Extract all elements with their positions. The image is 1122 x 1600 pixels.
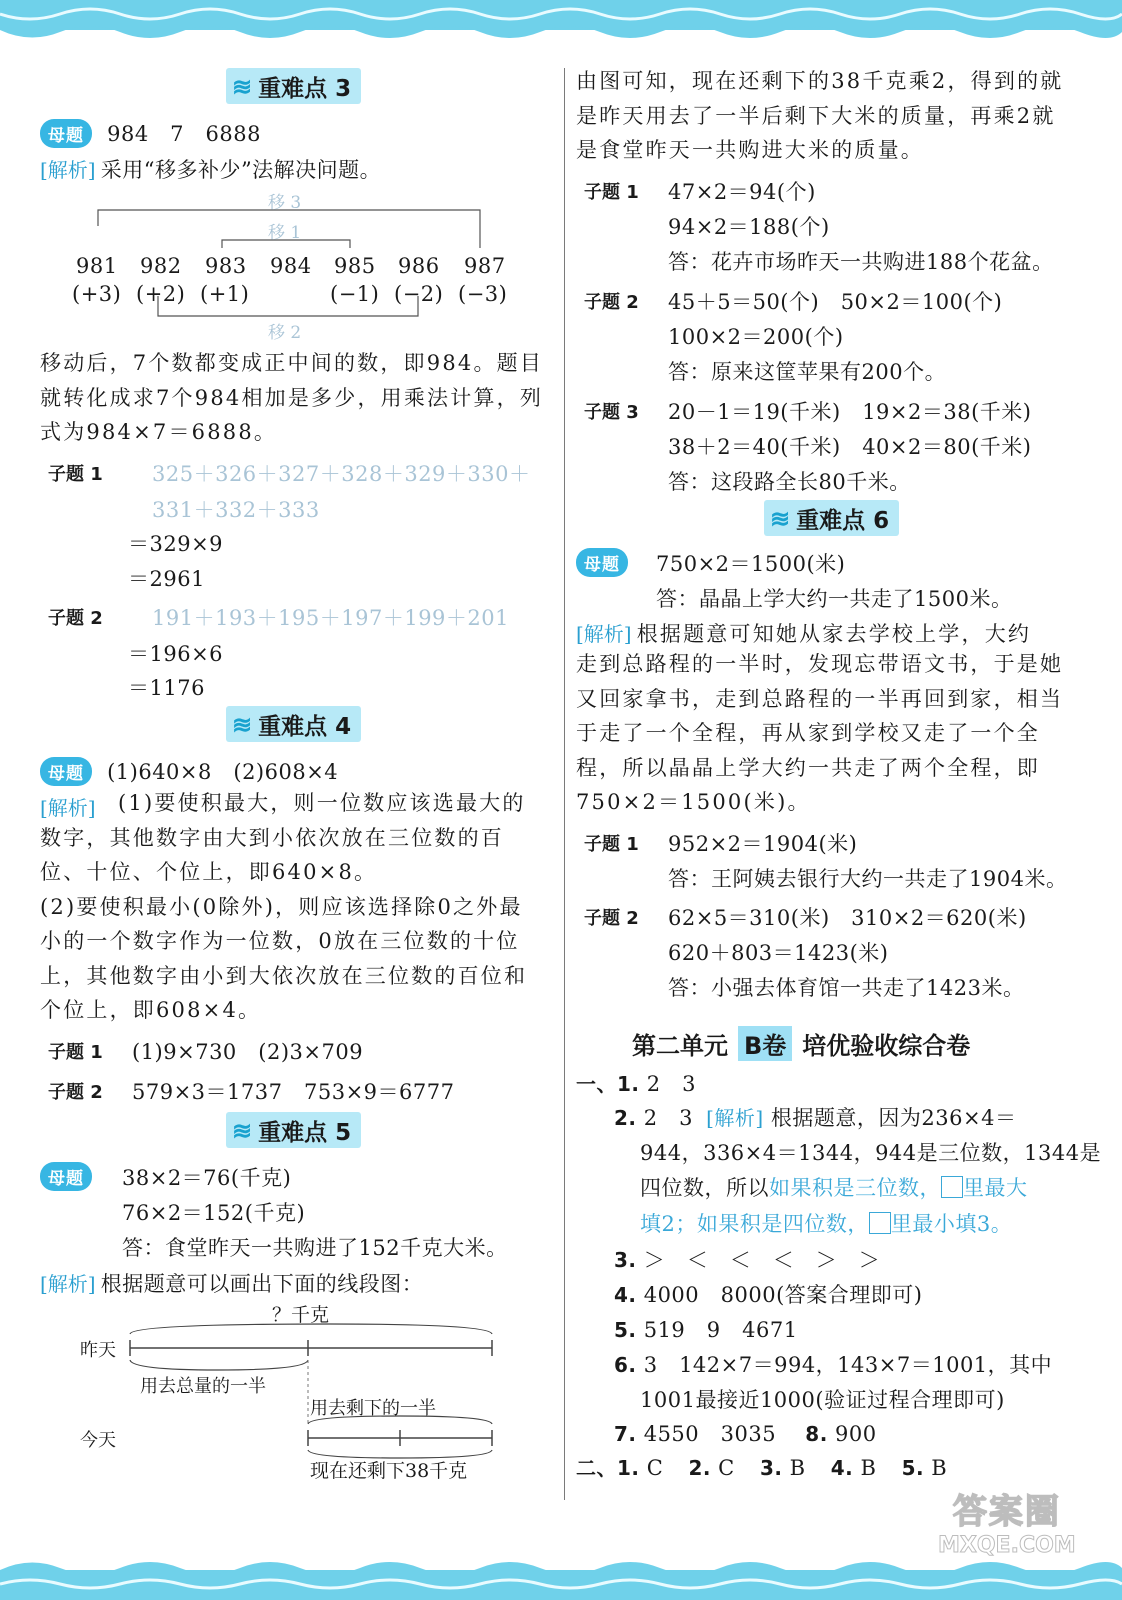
answer-5: 519 9 4671 — [643, 1318, 798, 1342]
sub1-line-1: 952×2＝1904(米) — [668, 832, 858, 856]
text-line: 程，所以晶晶上学大约一共走了两个全程，即 — [576, 755, 1040, 780]
text-segment: 里最大 — [963, 1176, 1028, 1200]
sub1-line-2: 答：王阿姨去银行大约一共走了1904米。 — [668, 867, 1068, 891]
unit-name: 第二单元 — [632, 1032, 728, 1060]
answer-row-2 — [614, 1102, 1016, 1132]
mu-line-3: 答：食堂昨天一共购进了152千克大米。 — [122, 1236, 508, 1260]
number-986: 986 — [398, 254, 440, 278]
text-line: 小的一个数字作为一位数，0放在三位数的十位 — [40, 929, 520, 953]
sub1-line-4: ＝2961 — [128, 567, 205, 591]
sub3-line-2: 38＋2＝40(千米) 40×2＝80(千米) — [668, 435, 1032, 459]
answer-7: 4550 3035 — [643, 1422, 777, 1446]
text-line: 又回家拿书，走到总路程的一半再回到家，相当 — [576, 686, 1064, 711]
mu-line-1: 750×2＝1500(米) — [656, 552, 846, 576]
mu-row — [40, 118, 261, 148]
column-divider — [564, 68, 565, 1500]
section-title: 重难点 4 — [258, 713, 352, 740]
sub3-line-3: 答：这段路全长80千米。 — [668, 470, 911, 494]
section-title: 重难点 3 — [258, 75, 352, 102]
sub2-line-3: ＝1176 — [128, 676, 205, 700]
move-2-label: 移 2 — [268, 323, 302, 343]
text-line: 位、十位、个位上，即640×8。 — [40, 860, 378, 884]
sub-question-2-label: 子题 2 — [48, 608, 103, 629]
answer-1: 2 3 — [646, 1072, 696, 1096]
section-2-answers — [576, 1452, 947, 1481]
choice-answer-3: B — [789, 1456, 806, 1480]
analysis-text: 根据题意可知她从家去学校上学，大约 — [636, 622, 1032, 646]
number-984: 984 — [270, 254, 312, 278]
q2-line-3 — [640, 1172, 1028, 1202]
text-line: 数字，其他数字由大到小依次放在三位数的百 — [40, 825, 504, 850]
sub2-answer: 579×3＝1737 753×9＝6777 — [132, 1080, 455, 1104]
mu-row — [40, 756, 338, 786]
blank-box-icon — [941, 1176, 963, 1198]
choice-answer-5: B — [931, 1456, 948, 1480]
question-number: 4. — [830, 1456, 854, 1480]
watermark — [938, 1484, 1076, 1558]
analysis-label: [解析] — [576, 622, 632, 646]
q2-line-4 — [640, 1208, 1012, 1238]
answer-row-1 — [576, 1068, 696, 1098]
sub-question-2-label: 子题 2 — [48, 1082, 103, 1103]
section-header-4 — [226, 706, 361, 742]
wave-icon: ≋ — [770, 503, 791, 533]
s5-continued-explanation — [576, 64, 1063, 168]
answer-row-3 — [614, 1244, 880, 1274]
diff-982: (+2) — [136, 282, 186, 306]
choice-answer-1: C — [646, 1456, 664, 1480]
sub-question-1-label: 子题 1 — [584, 182, 639, 203]
s6-explanation — [576, 647, 1063, 820]
watermark-title: 答案圈 — [952, 1492, 1061, 1532]
used-half-total-label: 用去总量的一半 — [140, 1376, 266, 1397]
text-segment: 四位数，所以 — [640, 1176, 769, 1200]
text-segment: 里最小填3。 — [890, 1212, 1013, 1236]
choice-answer-2: C — [718, 1456, 735, 1480]
wave-icon: ≋ — [232, 709, 253, 739]
diff-985: (−1) — [330, 282, 380, 306]
text-line: (2)要使积最小(0除外)，则应该选择除0之外最 — [40, 894, 523, 919]
diff-981: (+3) — [72, 282, 122, 306]
text-line: 个位上，即608×4。 — [40, 998, 262, 1022]
q2-line-2: 944，336×4＝1344，944是三位数，1344是 — [640, 1141, 1102, 1165]
sub2-line-1: 62×5＝310(米) 310×2＝620(米) — [668, 906, 1027, 930]
number-982: 982 — [140, 254, 182, 278]
diff-987: (−3) — [458, 282, 508, 306]
sub1-line-2: 331＋332＋333 — [152, 498, 320, 522]
text-line: 移动后，7个数都变成正中间的数，即984。题目 — [40, 351, 544, 375]
mu-line-2: 76×2＝152(千克) — [122, 1201, 306, 1225]
move-3-label: 移 3 — [268, 193, 302, 213]
sub2-line-3: 答：小强去体育馆一共走了1423米。 — [668, 976, 1025, 1000]
sub1-line-1: 47×2＝94(个) — [668, 180, 816, 204]
analysis-row — [40, 154, 381, 184]
text-line: 走到总路程的一半时，发现忘带语文书，于是她 — [576, 652, 1064, 676]
s4-explanation — [40, 786, 527, 1028]
sub-question-3-label: 子题 3 — [584, 402, 639, 423]
diff-983: (+1) — [200, 282, 250, 306]
number-983: 983 — [205, 254, 247, 278]
sub2-line-2: ＝196×6 — [128, 642, 224, 666]
section-2-prefix: 二、1. — [576, 1456, 640, 1480]
wave-icon: ≋ — [232, 1115, 253, 1145]
text-segment: 如果积是三位数， — [769, 1176, 941, 1200]
section-header-6 — [764, 500, 899, 536]
sub-question-1-label: 子题 1 — [48, 464, 103, 485]
text-line: 就转化成求7个984相加是多少，用乘法计算，列 — [40, 385, 544, 410]
text-segment: 填2；如果积是四位数， — [640, 1212, 869, 1236]
sub2-line-2: 620＋803＝1423(米) — [668, 941, 889, 965]
blank-box-icon — [869, 1212, 891, 1234]
text-line: (1)要使积最大，则一位数应该选最大的 — [118, 791, 526, 815]
sub1-line-1: 325＋326＋327＋328＋329＋330＋ — [152, 462, 531, 486]
analysis-text: 根据题意可以画出下面的线段图： — [100, 1272, 424, 1296]
sub1-line-2: 94×2＝188(个) — [668, 215, 830, 239]
sub-question-1-label: 子题 1 — [48, 1042, 103, 1063]
text-line: 于走了一个全程，再从家到学校又走了一个全 — [576, 721, 1040, 745]
sub-question-2-label: 子题 2 — [584, 908, 639, 929]
question-number: 3. — [759, 1456, 783, 1480]
today-label: 今天 — [80, 1430, 116, 1451]
paper-name: 培优验收综合卷 — [802, 1032, 971, 1060]
wave-icon: ≋ — [232, 71, 253, 101]
question-number: 7. — [614, 1422, 637, 1446]
answer-row-7-8 — [614, 1418, 877, 1448]
question-number: 2. — [688, 1456, 711, 1480]
right-column — [576, 0, 1102, 1600]
analysis-row — [576, 618, 1031, 648]
answer-4: 4000 8000(答案合理即可) — [643, 1283, 923, 1307]
mu-badge: 母题 — [40, 1162, 92, 1191]
used-half-rest-label: 用去剩下的一半 — [310, 1398, 436, 1419]
answer-6: 3 142×7＝994，143×7＝1001，其中 — [643, 1353, 1053, 1377]
segment-diagram — [40, 1300, 540, 1500]
sub1-answer: (1)9×730 (2)3×709 — [132, 1040, 364, 1064]
move-1-label: 移 1 — [268, 223, 302, 243]
analysis-row — [40, 1268, 423, 1298]
analysis-label: [解析] — [40, 158, 96, 182]
question-number: 5. — [614, 1318, 637, 1342]
text-line: 上，其他数字由小到大依次放在三位数的百位和 — [40, 963, 528, 988]
question-number: 8. — [805, 1422, 828, 1446]
answer-row-5 — [614, 1314, 798, 1344]
watermark-url: MXQE.COM — [938, 1533, 1076, 1558]
mu-line-2: 答：晶晶上学大约一共走了1500米。 — [656, 587, 1013, 611]
text-line: 是食堂昨天一共购进大米的质量。 — [576, 138, 924, 162]
unit-title — [632, 1026, 970, 1061]
section-title: 重难点 6 — [796, 507, 890, 534]
question-number: 5. — [901, 1456, 925, 1480]
sub-question-1-label: 子题 1 — [584, 834, 639, 855]
diff-986: (−2) — [394, 282, 444, 306]
analysis-label: [解析] — [706, 1106, 764, 1130]
s3-explanation — [40, 346, 543, 450]
answer-8: 900 — [834, 1422, 877, 1446]
section-header-5 — [226, 1112, 361, 1148]
section-header-3 — [226, 68, 361, 104]
question-number: 3. — [614, 1248, 637, 1272]
number-985: 985 — [334, 254, 376, 278]
mu-badge: 母题 — [576, 548, 628, 577]
left-column — [40, 0, 545, 1600]
move-diagram — [40, 186, 540, 346]
mu-badge: 母题 — [40, 119, 92, 148]
section-title: 重难点 5 — [258, 1119, 352, 1146]
text-line: 由图可知，现在还剩下的38千克乘2，得到的就 — [576, 69, 1064, 93]
answer-row-4 — [614, 1279, 922, 1309]
analysis-label: [解析] — [40, 796, 96, 820]
sub1-line-3: 答：花卉市场昨天一共购进188个花盆。 — [668, 250, 1054, 274]
paper-tag: B卷 — [738, 1026, 792, 1061]
section-1-prefix: 一、1. — [576, 1072, 640, 1096]
sub-question-2-label: 子题 2 — [584, 292, 639, 313]
question-number: 6. — [614, 1353, 637, 1377]
question-number: 2. — [614, 1106, 637, 1130]
choice-answer-4: B — [860, 1456, 877, 1480]
analysis-label: [解析] — [40, 1272, 96, 1296]
text-line: 是昨天用去了一半后剩下大米的质量，再乘2就 — [576, 103, 1056, 128]
sub2-line-1: 191＋193＋195＋197＋199＋201 — [152, 606, 509, 630]
text-line: 式为984×7＝6888。 — [40, 420, 278, 444]
analysis-text: 根据题意，因为236×4＝ — [770, 1106, 1017, 1130]
number-981: 981 — [76, 254, 118, 278]
text-line: 750×2＝1500(米)。 — [576, 790, 811, 814]
mu-badge: 母题 — [40, 757, 92, 786]
analysis-text: 采用“移多补少”法解决问题。 — [100, 158, 382, 182]
answer-2: 2 3 — [643, 1106, 693, 1130]
mu-line-1: 38×2＝76(千克) — [122, 1166, 292, 1190]
number-987: 987 — [464, 254, 506, 278]
question-number: 4. — [614, 1283, 637, 1307]
remaining-label: 现在还剩下38千克 — [310, 1460, 468, 1482]
answer-3: ＞ ＜ ＜ ＜ ＞ ＞ — [643, 1248, 881, 1272]
sub2-line-3: 答：原来这筐苹果有200个。 — [668, 360, 947, 384]
sub1-line-3: ＝329×9 — [128, 532, 224, 556]
mu-answer: 984 7 6888 — [107, 122, 261, 146]
unknown-kg-label: ？千克 — [272, 1304, 330, 1326]
q6-line-2: 1001最接近1000(验证过程合理即可) — [640, 1388, 1005, 1412]
yesterday-label: 昨天 — [80, 1340, 116, 1361]
answer-row-6 — [614, 1349, 1052, 1379]
sub2-line-1: 45＋5＝50(个) 50×2＝100(个) — [668, 290, 1003, 314]
sub2-line-2: 100×2＝200(个) — [668, 325, 844, 349]
mu-answer: (1)640×8 (2)608×4 — [107, 760, 339, 784]
sub3-line-1: 20－1＝19(千米) 19×2＝38(千米) — [668, 400, 1032, 424]
